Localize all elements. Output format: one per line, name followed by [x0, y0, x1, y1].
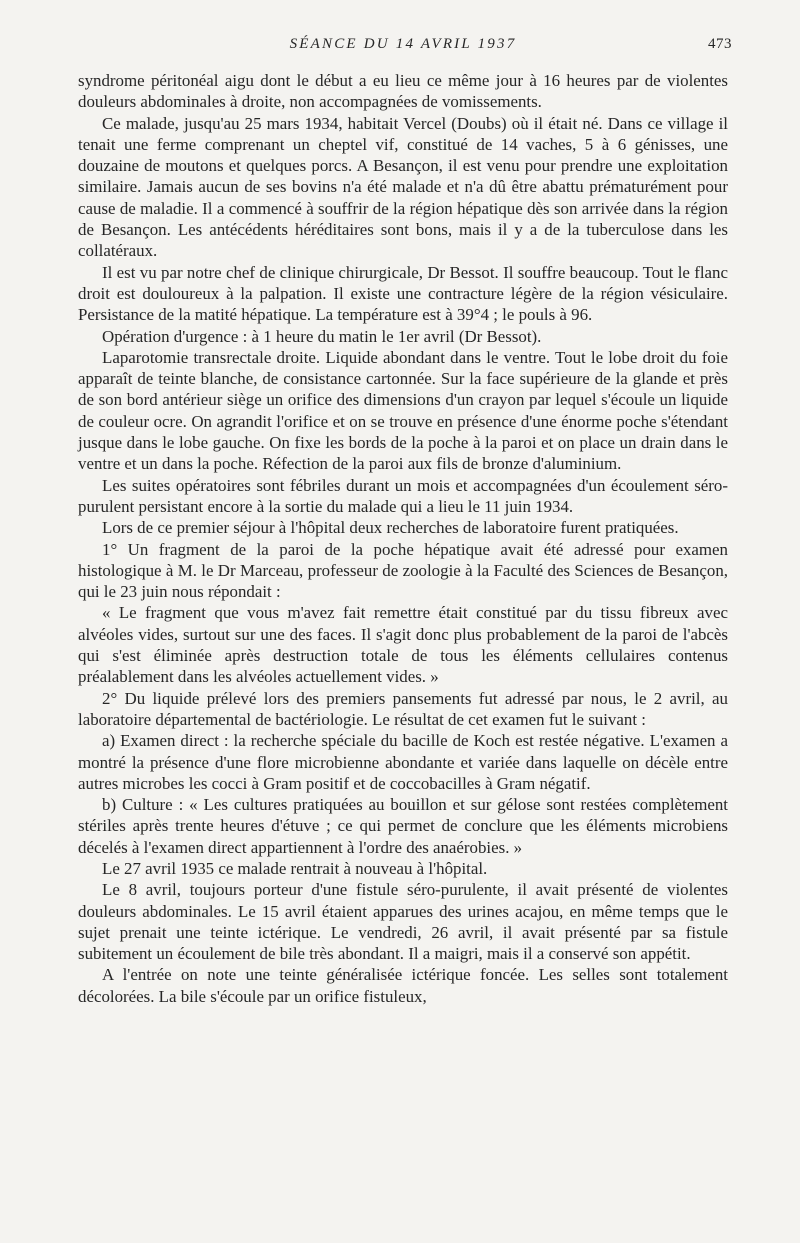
paragraph-8: 1° Un fragment de la paroi de la poche hépatique avait été adressé pour examen histologique à M. le Dr Marceau, professeur de zoologie à la Faculté des Sciences de Besançon, qui le 23 juin nous répondait :	[78, 539, 728, 602]
paragraph-14: Le 8 avril, toujours porteur d'une fistule séro-purulente, il avait présenté de violentes douleurs abdominales. Le 15 avril étaient apparues des urines acajou, en même temps que le sujet prenait une teinte ictérique. Le vendredi, 26 avril, il avait présenté par sa fistule subitement un écoulement de bile très abondant. Il a maigri, mais il a conservé son appétit.	[78, 880, 728, 964]
paragraph-11: a) Examen direct : la recherche spéciale du bacille de Koch est restée négative. L'examen a montré la présence d'une flore microbienne abondante et variée dans laquelle on décèle entre autres microbes les cocci à Gram positif et de coccobacilles à Gram négatif.	[78, 731, 728, 793]
paragraph-4: Opération d'urgence : à 1 heure du matin le 1er avril (Dr Bessot).	[102, 326, 542, 346]
page-number: 473	[708, 36, 732, 52]
paragraph-10: 2° Du liquide prélevé lors des premiers pansements fut adressé par nous, le 2 avril, au laboratoire départemental de bactériologie. Le résultat de cet examen fut le suivant :	[78, 688, 728, 729]
running-head	[78, 36, 732, 60]
paragraph-9: « Le fragment que vous m'avez fait remettre était constitué par du tissu fibreux avec alvéoles vides, surtout sur une des faces. Il s'agit donc plus probablement de la paroi de l'abcès qui s'est éliminée après destruction totale de tous les éléments cellulaires contenus préalablement dans les alvéoles actuellement vides. »	[78, 603, 728, 687]
running-title: SÉANCE DU 14 AVRIL 1937	[289, 36, 517, 52]
paragraph-2: Ce malade, jusqu'au 25 mars 1934, habitait Vercel (Doubs) où il était né. Dans ce village il tenait une ferme comprenant un cheptel vif, constitué de 14 vaches, 5 à 6 génisses, une douzaine de moutons et quelques porcs. A Besançon, il est venu pour prendre une exploitation similaire. Jamais aucun de ses bovins n'a été malade et n'a dû être abattu prématurément pour cause de maladie. Il a commencé à souffrir de la région hépatique dès son arrivée dans la région de Besançon. Les antécédents héréditaires sont bons, mais il y a de la tuberculose dans les collatéraux.	[78, 113, 728, 261]
paragraph-13: Le 27 avril 1935 ce malade rentrait à nouveau à l'hôpital.	[102, 858, 488, 878]
paragraph-1: syndrome péritonéal aigu dont le début a eu lieu ce même jour à 16 heures par de violentes douleurs abdominales à droite, non accompagnées de vomissements.	[78, 71, 728, 112]
paragraph-3: Il est vu par notre chef de clinique chirurgicale, Dr Bessot. Il souffre beaucoup. Tout le flanc droit est douloureux à la palpation. Il existe une contracture légère de la région vésiculaire. Persistance de la matité hépatique. La température est à 39°4 ; le pouls à 96.	[78, 262, 728, 325]
paragraph-12: b) Culture : « Les cultures pratiquées au bouillon et sur gélose sont restées complètement stériles après trente heures d'étuve ; ce qui permet de conclure que les éléments microbiens décelés à l'examen direct appartiennent à l'ordre des anaérobies. »	[78, 795, 728, 857]
paragraph-7: Lors de ce premier séjour à l'hôpital deux recherches de laboratoire furent pratiquées.	[102, 518, 679, 538]
paragraph-5: Laparotomie transrectale droite. Liquide abondant dans le ventre. Tout le lobe droit du foie apparaît de teinte blanche, de consistance cartonnée. Sur la face supérieure de la glande et près de son bord antérieur siège un orifice des dimensions d'un crayon par lequel s'écoule un liquide de couleur ocre. On agrandit l'orifice et on se trouve en présence d'une énorme poche s'étendant jusque dans le lobe gauche. On fixe les bords de la poche à la paroi et on place un drain dans le ventre et un dans la poche. Réfection de la paroi aux fils de bronze d'aluminium.	[78, 347, 728, 474]
body-text	[78, 70, 728, 1007]
paragraph-6: Les suites opératoires sont fébriles durant un mois et accompagnées d'un écoulement séro-purulent persistant encore à la sortie du malade qui a lieu le 11 juin 1934.	[78, 475, 728, 516]
paragraph-15: A l'entrée on note une teinte généralisée ictérique foncée. Les selles sont totalement décolorées. La bile s'écoule par un orifice fistuleux,	[78, 965, 728, 1006]
